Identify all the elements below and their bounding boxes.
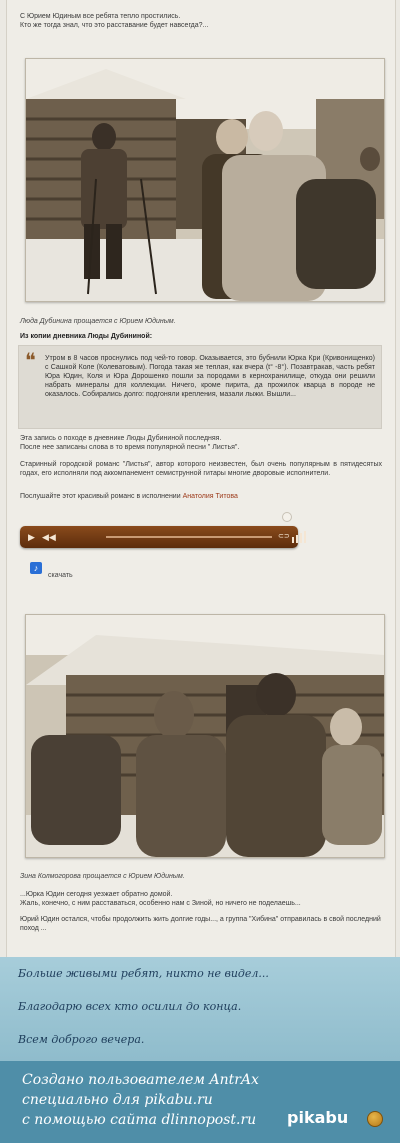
audio-progress-track[interactable] [106,536,272,538]
diary-quote-text: Утром в 8 часов проснулись под чей-то говор. Оказывается, это бубнили Юрка Кри (Кривонищенко) с Сашкой Коле (Колеватовым). Погода такая же теплая, как вчера (t° -8°). Позавтракав, часть ребят Юра Юдин, Коля и Юра Дорошенко пошли за породами в кернохранилище, откуда они решили набрать минералы для коллекции. Ничего, кроме пирита, да прожилок кварца в породе не оказалось. Собирались долго: подгоняли крепления, мазали лыжи. Вышли... [45,355,375,398]
download-link[interactable]: скачать [48,572,73,579]
diary-title: Из копии дневника Люды Дубининой: [20,333,153,340]
listen-text: Послушайте этот красивый романс в исполнении [20,493,181,500]
loop-icon[interactable]: ⊂⊃ [278,533,290,540]
note-line-2: После нее записаны слова в то время популярной песни " Листья". [20,444,240,451]
volume-icon[interactable] [290,531,310,543]
closing-line-2: Благодарю всех кто осилил до конца. [18,1000,242,1013]
player-tooltip-bubble [282,512,292,522]
note-line-1: Эта запись о походе в дневнике Люды Дубининой последняя. [20,435,222,442]
rewind-icon[interactable]: ◀◀ [42,532,56,542]
intro-line-2: Кто же тогда знал, что это расставание будет навсегда?... [20,22,209,29]
credits-line-3: с помощью сайта dlinnopost.ru [22,1112,257,1128]
play-icon[interactable]: ▶ [28,532,35,542]
outro-line-1: ...Юрка Юдин сегодня уезжает обратно домой. [20,891,173,898]
photo2-caption: Зина Колмогорова прощается с Юрием Юдиным. [20,873,185,880]
credits-line-2: специально для pikabu.ru [22,1092,213,1108]
photo1-caption: Люда Дубинина прощается с Юрием Юдиным. [20,318,176,325]
final-paragraph: Юрий Юдин остался, чтобы продолжить жить долгие годы..., а группа "Хибина" отправилась в свой последний поход ... [20,916,381,932]
closing-banner [0,957,400,1061]
diary-quote [18,345,382,429]
performer-link[interactable]: Анатолия Титова [182,493,238,500]
closing-line-1: Больше живыми ребят, никто не видел... [18,967,269,980]
intro-line-1: С Юрием Юдиным все ребята тепло простились. [20,13,181,20]
outro-line-2: Жаль, конечно, с ним расставаться, особенно нам с Зиной, но ничего не поделаешь... [20,900,301,907]
audio-player[interactable] [20,526,298,548]
closing-line-3: Всем доброго вечера. [18,1033,145,1046]
photo-dubinina-farewell [25,58,385,302]
listen-paragraph [20,492,382,501]
music-note-icon[interactable]: ♪ [30,562,42,574]
romance-paragraph: Старинный городской романс "Листья", автор которого неизвестен, был очень популярным в пятидесятых годах, его исполняли под аккомпанемент семиструнной гитары многие дворовые исполнители. [20,461,382,477]
quote-mark-icon: ❝ [25,348,36,372]
nut-icon [367,1111,383,1127]
photo-kolmogorova-farewell [25,614,385,858]
pikabu-logo [287,1108,383,1132]
pikabu-logo-text: pikabu [287,1108,349,1127]
credits-line-1: Создано пользователем AntrAx [22,1072,259,1088]
